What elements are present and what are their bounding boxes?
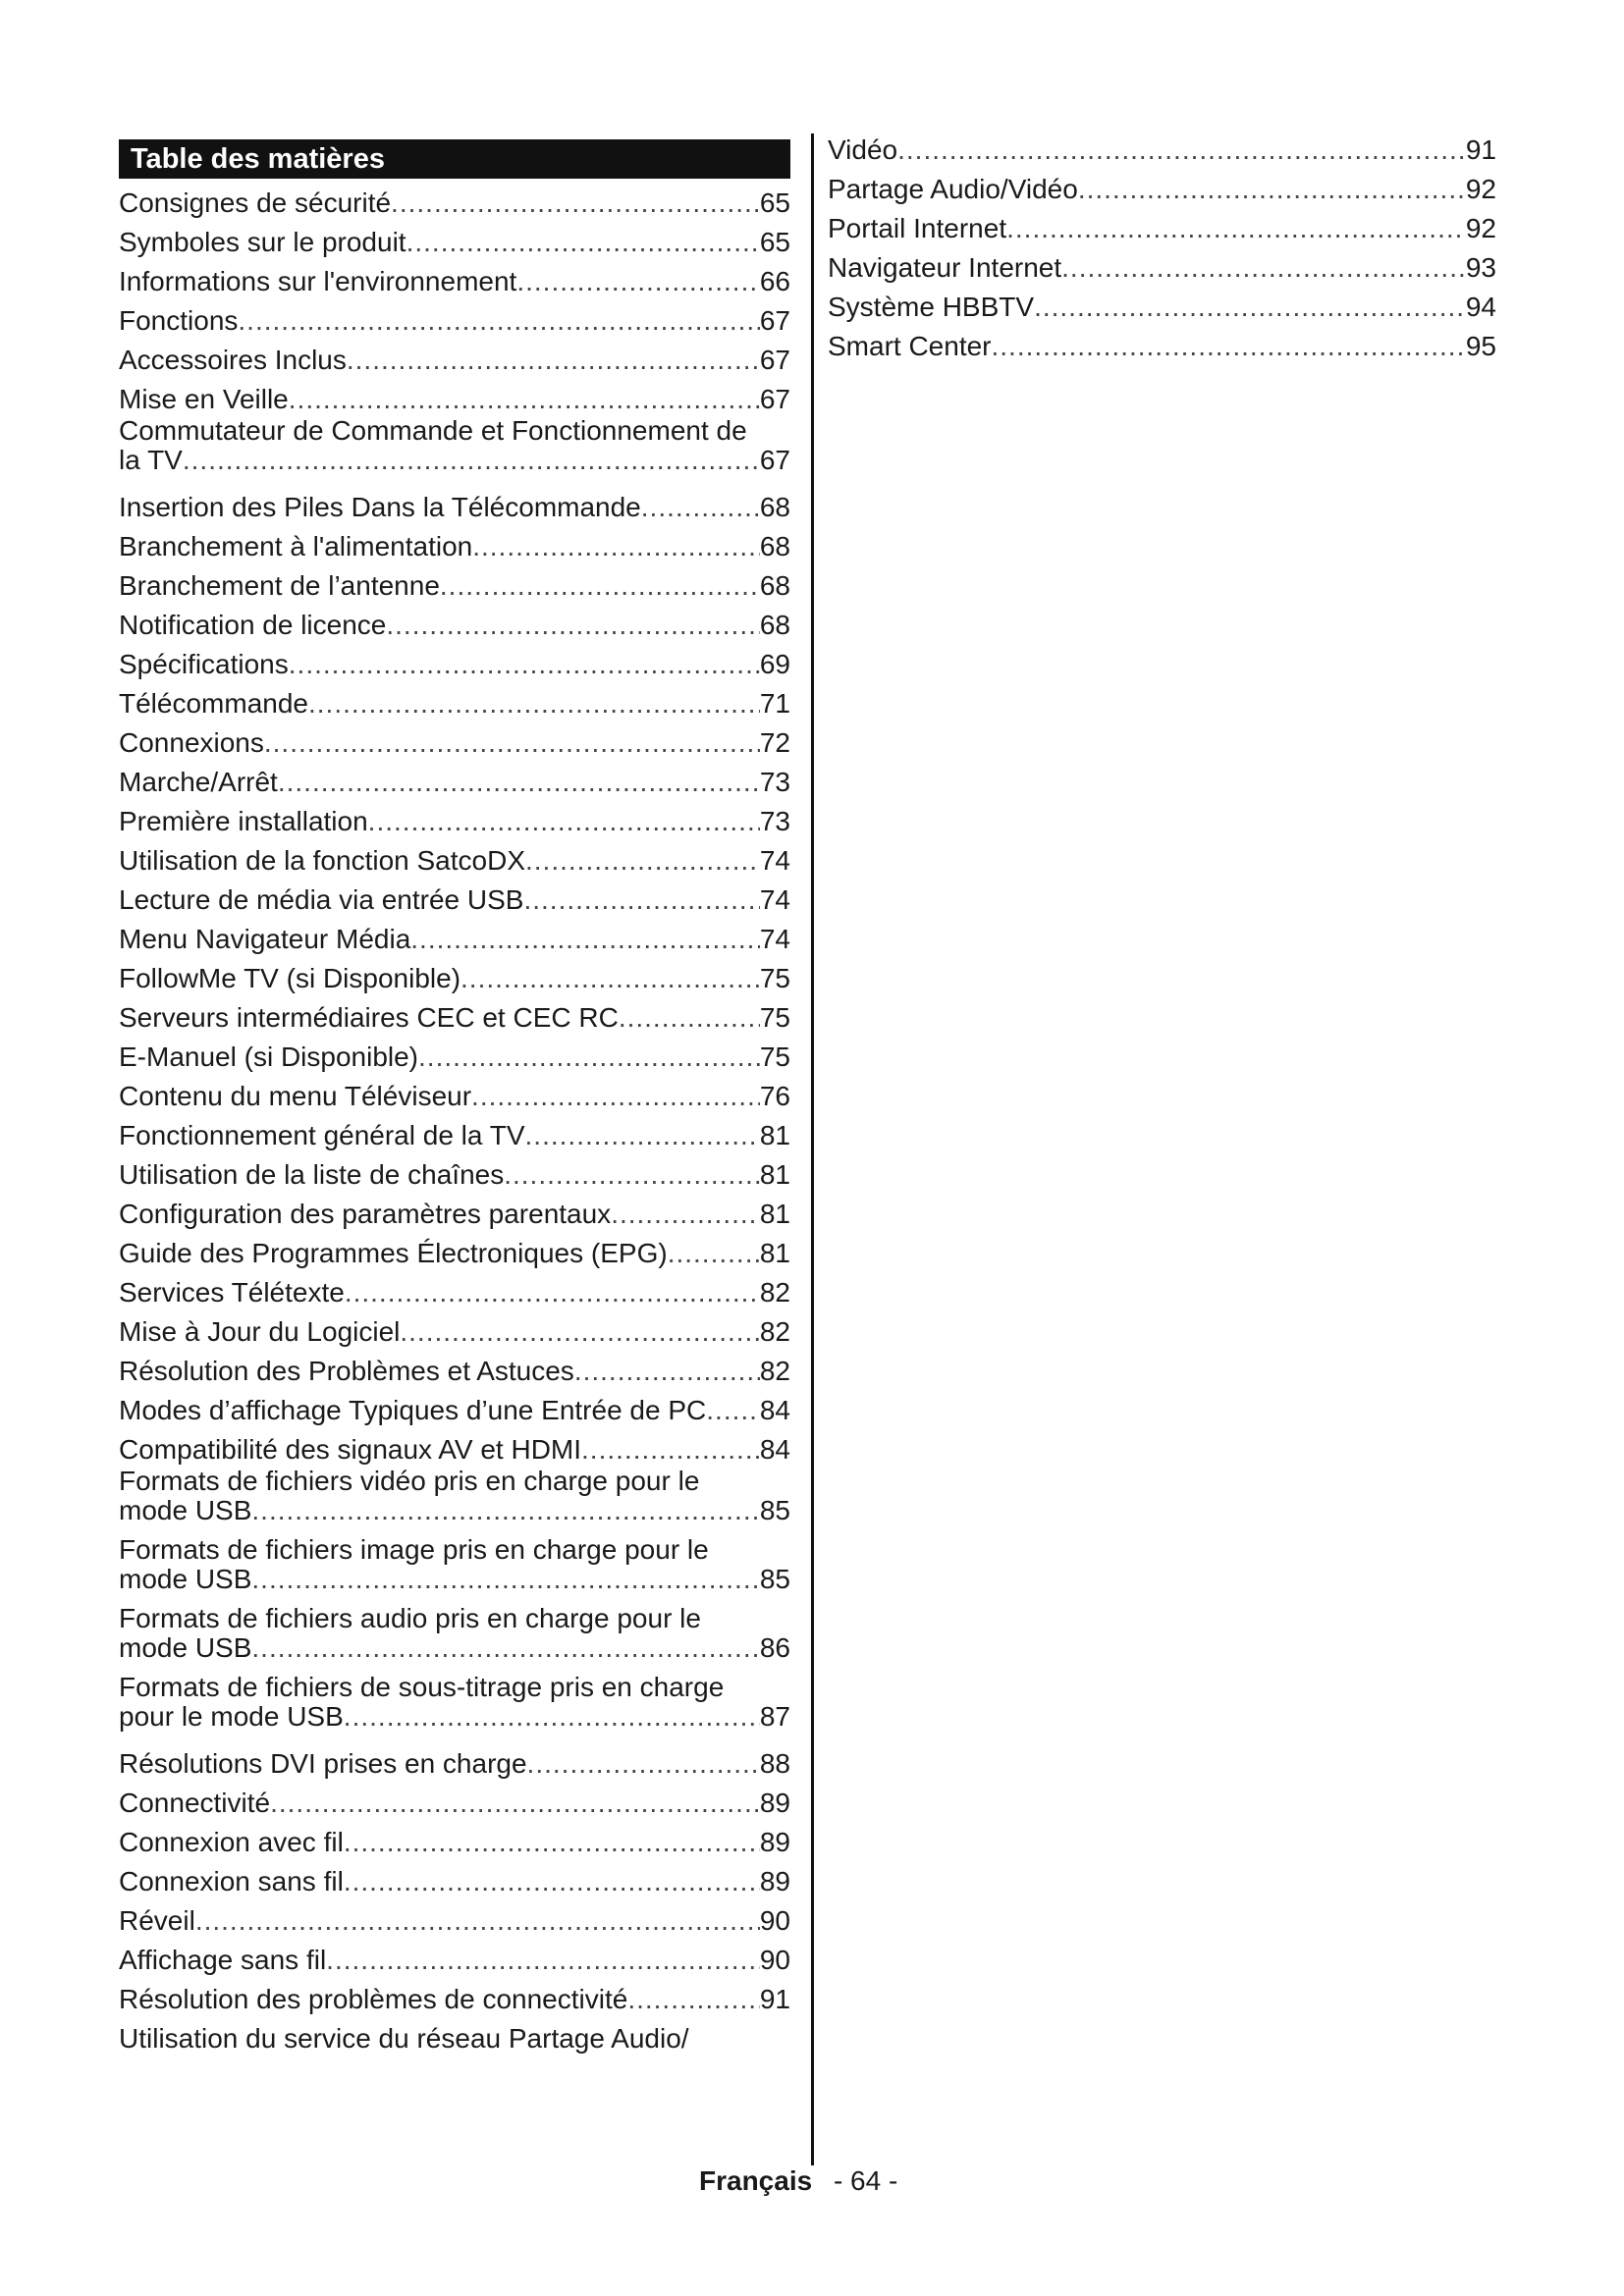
toc-entry-line (119, 1565, 790, 1594)
toc-entry-title: Connexion avec fil (119, 1827, 344, 1857)
toc-leader-dots (344, 1826, 760, 1859)
toc-page-number: 91 (759, 1984, 790, 2014)
toc-entry-title-cont: mode USB (119, 1632, 252, 1663)
toc-entry[interactable] (119, 1270, 790, 1309)
toc-entry[interactable] (828, 324, 1496, 363)
toc-leader-dots (238, 304, 759, 338)
toc-entry[interactable] (119, 181, 790, 220)
toc-leader-dots (472, 530, 760, 563)
toc-leader-dots (251, 1633, 759, 1663)
footer-language: Français (699, 2165, 813, 2196)
toc-page-number: 89 (759, 1827, 790, 1857)
toc-entry[interactable] (119, 995, 790, 1035)
toc-entry[interactable] (119, 377, 790, 416)
toc-leader-dots (1061, 251, 1466, 285)
toc-leader-dots (347, 344, 760, 377)
toc-page-number: 68 (759, 610, 790, 640)
toc-entry-title: Configuration des paramètres parentaux (119, 1199, 612, 1229)
toc-entry[interactable] (119, 1898, 790, 1938)
toc-entry-line (119, 1496, 790, 1525)
toc-entry[interactable] (119, 1673, 790, 1741)
toc-page-number: 85 (759, 1564, 790, 1594)
toc-leader-dots (391, 187, 760, 220)
toc-entry-title: Connexions (119, 727, 264, 758)
toc-entry-title: Partage Audio/Vidéo (828, 174, 1078, 204)
toc-page-number: 81 (759, 1238, 790, 1268)
toc-entry-title: Résolution des Problèmes et Astuces (119, 1356, 574, 1386)
toc-leader-dots (619, 1001, 760, 1035)
toc-entry-line (119, 1702, 790, 1732)
toc-entry-title: Notification de licence (119, 610, 387, 640)
toc-page-number: 73 (759, 806, 790, 836)
toc-page-number: 69 (759, 649, 790, 679)
toc-page-number: 87 (759, 1701, 790, 1732)
toc-entry[interactable] (119, 1467, 790, 1535)
toc-page-number: 68 (759, 492, 790, 522)
toc-entry[interactable] (119, 917, 790, 956)
toc-page-number: 67 (759, 384, 790, 414)
toc-leader-dots (251, 1496, 759, 1525)
toc-entry-title: Consignes de sécurité (119, 187, 392, 218)
toc-leader-dots (440, 569, 760, 603)
toc-page-number: 67 (759, 445, 790, 475)
toc-entry[interactable] (119, 1309, 790, 1349)
toc-entry-title: Informations sur l'environnement (119, 266, 517, 296)
toc-leader-dots (611, 1198, 760, 1231)
toc-entry-title: Navigateur Internet (828, 252, 1062, 283)
toc-entry-title: Commutateur de Commande et Fonctionnement de (119, 415, 747, 446)
toc-entry[interactable] (119, 838, 790, 878)
toc-entry-title: Symboles sur le produit (119, 227, 406, 257)
toc-entry[interactable] (119, 298, 790, 338)
toc-entry[interactable] (119, 524, 790, 563)
toc-entry[interactable] (119, 1938, 790, 1977)
toc-leader-dots (386, 609, 759, 642)
toc-page-number: 88 (759, 1748, 790, 1779)
toc-entry-title: Portail Internet (828, 213, 1007, 243)
toc-entry[interactable] (119, 1388, 790, 1427)
toc-entry-title: Formats de fichiers image pris en charge pour le (119, 1534, 709, 1565)
toc-entry-title: Résolution des problèmes de connectivité (119, 1984, 628, 2014)
toc-entry-title: Serveurs intermédiaires CEC et CEC RC (119, 1002, 619, 1033)
toc-page-number: 82 (759, 1316, 790, 1347)
toc-page-number: 75 (759, 1002, 790, 1033)
toc-leader-dots (460, 962, 760, 995)
toc-leader-dots (523, 883, 759, 917)
toc-entry[interactable] (119, 1152, 790, 1192)
page-footer (699, 2165, 897, 2197)
toc-page-number: 85 (759, 1495, 790, 1525)
toc-leader-dots (525, 1119, 760, 1152)
toc-leader-dots (1078, 173, 1466, 206)
toc-entry[interactable] (119, 956, 790, 995)
toc-leader-dots (326, 1944, 760, 1977)
toc-page-number: 75 (759, 963, 790, 993)
toc-leader-dots (289, 648, 760, 681)
toc-entry-title: Branchement de l’antenne (119, 570, 440, 601)
toc-entry[interactable] (119, 485, 790, 524)
toc-entry[interactable] (119, 1035, 790, 1074)
toc-entry[interactable] (119, 760, 790, 799)
toc-entry-title: Première installation (119, 806, 368, 836)
toc-entry-title: Utilisation de la fonction SatcoDX (119, 845, 525, 876)
toc-page-number: 91 (1465, 134, 1496, 165)
toc-entry-title: Guide des Programmes Électroniques (EPG) (119, 1238, 668, 1268)
toc-heading: Table des matières (119, 139, 790, 179)
toc-entry[interactable] (119, 220, 790, 259)
toc-entry[interactable] (119, 563, 790, 603)
toc-page-number: 74 (759, 924, 790, 954)
toc-page-number: 92 (1465, 213, 1496, 243)
toc-entry[interactable] (119, 681, 790, 721)
toc-page-number: 71 (759, 688, 790, 719)
toc-leader-dots (641, 491, 760, 524)
toc-entry-title: Menu Navigateur Média (119, 924, 411, 954)
toc-entry-title: Mise en Veille (119, 384, 289, 414)
toc-entry-line (119, 1633, 790, 1663)
toc-entry-title: Branchement à l'alimentation (119, 531, 473, 561)
toc-entry[interactable] (828, 128, 1496, 167)
toc-entry-line (119, 446, 790, 475)
toc-leader-dots (183, 446, 760, 475)
toc-leader-dots (516, 265, 760, 298)
toc-right-list (828, 128, 1496, 363)
toc-page-number: 66 (759, 266, 790, 296)
toc-page-number: 81 (759, 1120, 790, 1150)
toc-page-number: 76 (759, 1081, 790, 1111)
toc-entry[interactable] (119, 1820, 790, 1859)
toc-leader-dots (278, 766, 760, 799)
toc-page-number: 93 (1465, 252, 1496, 283)
toc-entry-title: Résolutions DVI prises en charge (119, 1748, 527, 1779)
toc-page-number: 82 (759, 1356, 790, 1386)
toc-leader-dots (345, 1276, 760, 1309)
toc-leader-dots (368, 805, 760, 838)
toc-entry-title: Fonctionnement général de la TV (119, 1120, 525, 1150)
toc-leader-dots (706, 1394, 760, 1427)
toc-entry-title: Insertion des Piles Dans la Télécommande (119, 492, 641, 522)
toc-entry-title: FollowMe TV (si Disponible) (119, 963, 461, 993)
footer-page-number: - 64 - (833, 2165, 898, 2196)
toc-entry-title: Fonctions (119, 305, 239, 336)
toc-page-number: 82 (759, 1277, 790, 1308)
toc-entry[interactable] (119, 1977, 790, 2016)
toc-page-number: 90 (759, 1945, 790, 1975)
toc-page-number: 84 (759, 1395, 790, 1425)
toc-page-number: 86 (759, 1632, 790, 1663)
toc-leader-dots (897, 133, 1466, 167)
toc-entry[interactable] (119, 1231, 790, 1270)
toc-entry[interactable] (119, 416, 790, 485)
toc-leader-dots (471, 1080, 760, 1113)
toc-page-number: 81 (759, 1199, 790, 1229)
toc-leader-dots (344, 1702, 760, 1732)
toc-entry-title: Télécommande (119, 688, 308, 719)
toc-entry[interactable] (119, 1535, 790, 1604)
toc-entry[interactable] (119, 1074, 790, 1113)
toc-entry-title: Mise à Jour du Logiciel (119, 1316, 401, 1347)
toc-page-number: 65 (759, 187, 790, 218)
toc-entry-title: Vidéo (828, 134, 898, 165)
toc-leader-dots (406, 226, 760, 259)
toc-page-number: 68 (759, 570, 790, 601)
toc-entry[interactable] (119, 1192, 790, 1231)
toc-entry-title: Spécifications (119, 649, 289, 679)
toc-page-number: 72 (759, 727, 790, 758)
toc-entry[interactable] (119, 259, 790, 298)
toc-page-number: 90 (759, 1905, 790, 1936)
toc-page-number: 74 (759, 884, 790, 915)
toc-leader-dots (668, 1237, 760, 1270)
toc-entry-title-cont: mode USB (119, 1564, 252, 1594)
toc-left-list (119, 181, 790, 2056)
toc-page-number: 81 (759, 1159, 790, 1190)
toc-leader-dots (525, 844, 760, 878)
toc-entry[interactable] (119, 338, 790, 377)
toc-leader-dots (527, 1747, 760, 1781)
toc-leader-dots (1034, 291, 1466, 324)
toc-entry-title: E-Manuel (si Disponible) (119, 1041, 419, 1072)
toc-page-number: 89 (759, 1788, 790, 1818)
toc-leader-dots (264, 726, 760, 760)
toc-page-number: 73 (759, 767, 790, 797)
toc-entry[interactable] (828, 285, 1496, 324)
toc-page-number: 68 (759, 531, 790, 561)
toc-entry[interactable] (119, 1781, 790, 1820)
toc-entry[interactable] (119, 799, 790, 838)
toc-entry-title-cont: pour le mode USB (119, 1701, 344, 1732)
toc-leader-dots (270, 1787, 760, 1820)
toc-entry-title: Utilisation du service du réseau Partage Audio/ (119, 2023, 689, 2054)
toc-page-number: 65 (759, 227, 790, 257)
toc-entry-title: Système HBBTV (828, 292, 1035, 322)
toc-page-number: 75 (759, 1041, 790, 1072)
toc-entry-title: Lecture de média via entrée USB (119, 884, 524, 915)
toc-page-number: 95 (1465, 331, 1496, 361)
toc-leader-dots (195, 1904, 760, 1938)
toc-entry[interactable] (119, 1349, 790, 1388)
toc-entry-title: Connectivité (119, 1788, 271, 1818)
column-divider (811, 133, 814, 2165)
toc-leader-dots (289, 383, 760, 416)
toc-leader-dots (504, 1158, 760, 1192)
toc-leader-dots (627, 1983, 760, 2016)
toc-page-number: 67 (759, 305, 790, 336)
toc-entry-title: Formats de fichiers audio pris en charge pour le (119, 1603, 701, 1633)
toc-leader-dots (1006, 212, 1466, 245)
toc-entry[interactable] (119, 642, 790, 681)
toc-entry-title: Utilisation de la liste de chaînes (119, 1159, 505, 1190)
toc-entry-title: Réveil (119, 1905, 195, 1936)
toc-entry[interactable] (119, 2016, 790, 2056)
toc-entry[interactable] (119, 1604, 790, 1673)
toc-entry[interactable] (119, 721, 790, 760)
toc-entry-title: Smart Center (828, 331, 992, 361)
toc-page-number: 89 (759, 1866, 790, 1896)
toc-entry-title: Accessoires Inclus (119, 345, 347, 375)
toc-page-number: 67 (759, 345, 790, 375)
toc-entry[interactable] (828, 245, 1496, 285)
toc-entry-title: Services Télétexte (119, 1277, 345, 1308)
toc-leader-dots (410, 923, 760, 956)
toc-leader-dots (251, 1565, 759, 1594)
toc-entry-title: Marche/Arrêt (119, 767, 278, 797)
toc-entry[interactable] (828, 206, 1496, 245)
toc-left-column (119, 139, 790, 2056)
toc-entry[interactable] (119, 1113, 790, 1152)
toc-entry-title: Compatibilité des signaux AV et HDMI (119, 1434, 582, 1465)
toc-entry-title: Connexion sans fil (119, 1866, 344, 1896)
toc-entry[interactable] (828, 167, 1496, 206)
toc-leader-dots (344, 1865, 760, 1898)
toc-entry-title: Modes d’affichage Typiques d’une Entrée de PC (119, 1395, 707, 1425)
toc-page-number: 84 (759, 1434, 790, 1465)
toc-leader-dots (574, 1355, 760, 1388)
toc-page-number: 92 (1465, 174, 1496, 204)
toc-leader-dots (308, 687, 760, 721)
toc-right-column (828, 128, 1496, 363)
toc-entry[interactable] (119, 878, 790, 917)
toc-leader-dots (418, 1041, 760, 1074)
toc-entry-title: Contenu du menu Téléviseur (119, 1081, 472, 1111)
toc-entry-title: Formats de fichiers de sous-titrage pris en charge (119, 1672, 725, 1702)
toc-page-number: 94 (1465, 292, 1496, 322)
toc-entry[interactable] (119, 1427, 790, 1467)
toc-leader-dots (581, 1433, 760, 1467)
toc-leader-dots (992, 330, 1466, 363)
toc-page-number: 74 (759, 845, 790, 876)
toc-entry-title: Formats de fichiers vidéo pris en charge pour le (119, 1466, 700, 1496)
toc-entry-title-cont: mode USB (119, 1495, 252, 1525)
toc-leader-dots (400, 1315, 759, 1349)
toc-entry[interactable] (119, 1741, 790, 1781)
toc-entry-title: Affichage sans fil (119, 1945, 327, 1975)
toc-entry[interactable] (119, 603, 790, 642)
toc-entry-title-cont: la TV (119, 445, 183, 475)
toc-entry[interactable] (119, 1859, 790, 1898)
